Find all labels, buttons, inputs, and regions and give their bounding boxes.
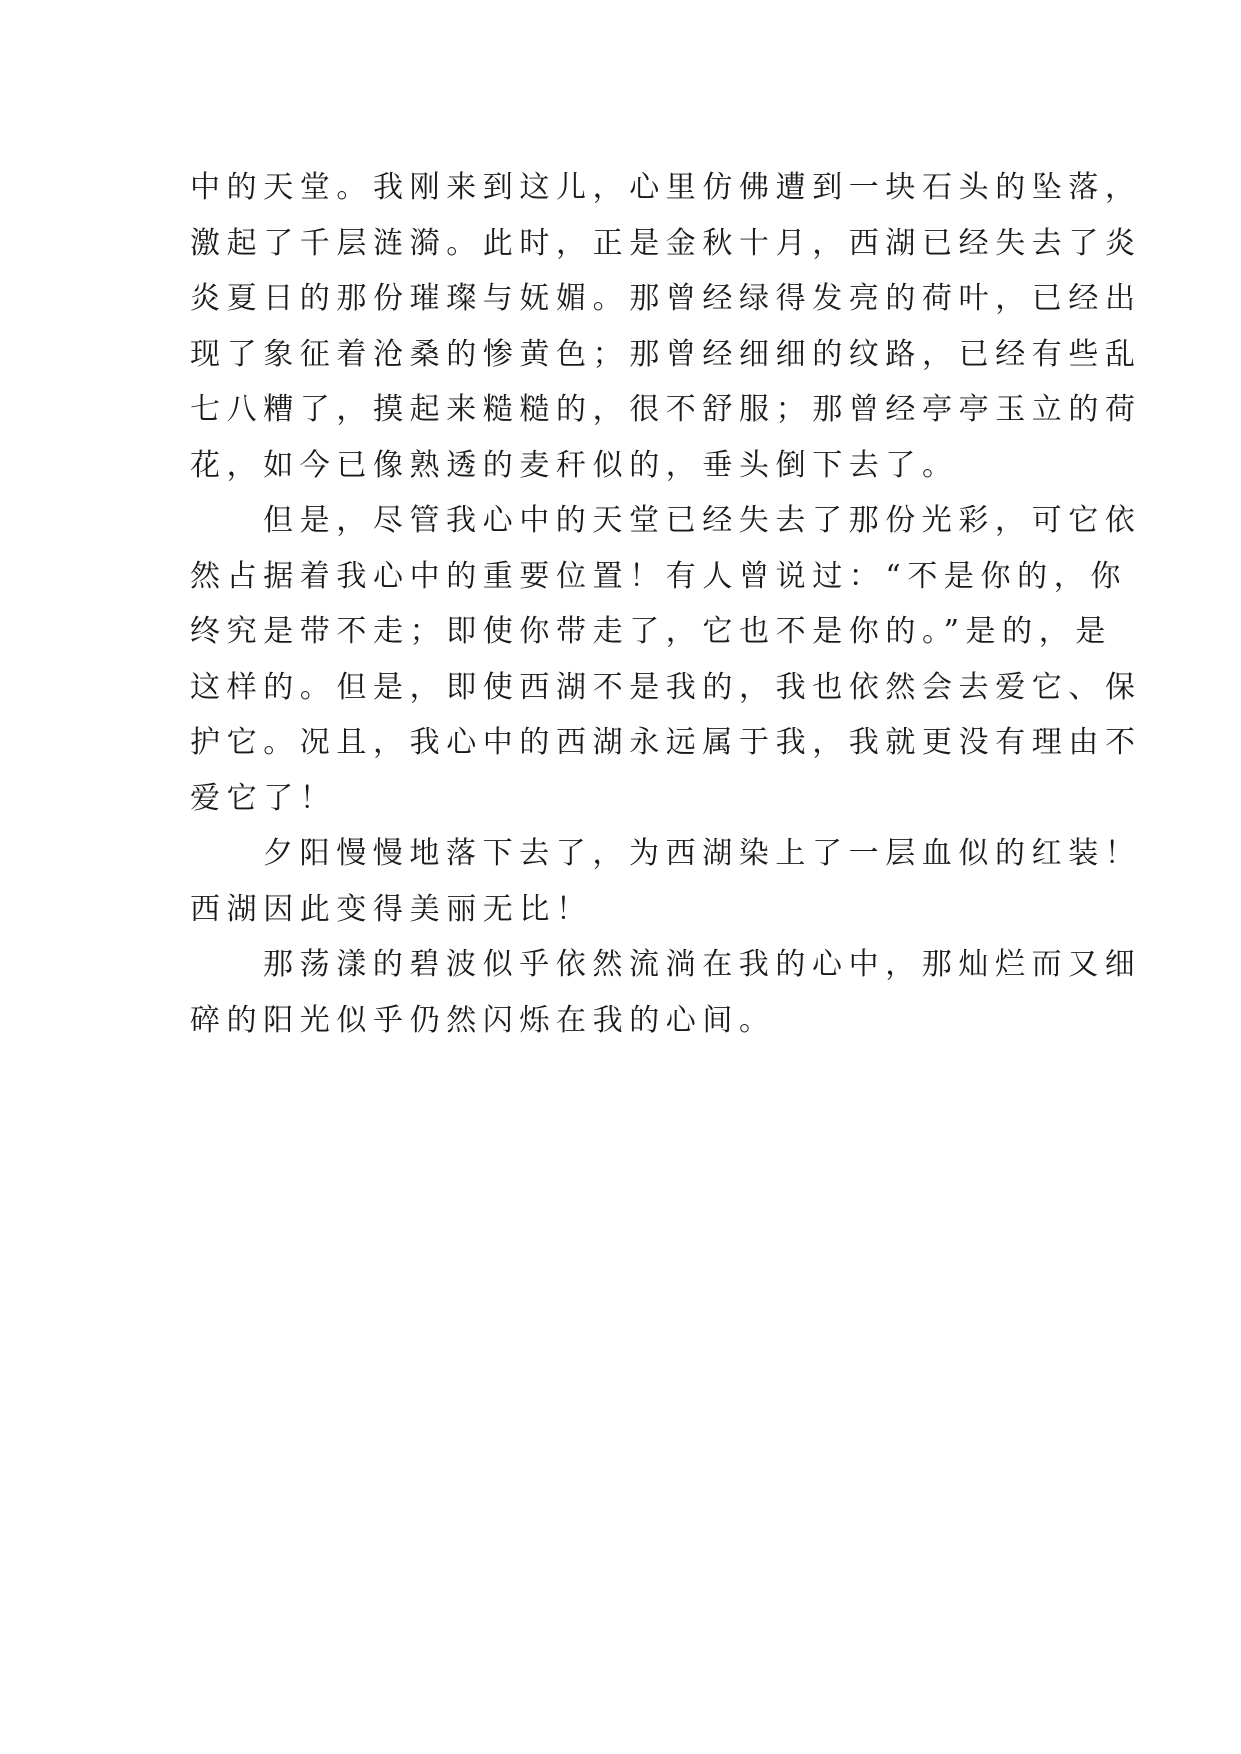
paragraph-first-line: 那荡漾的碧波似乎依然流淌在我的心中，那灿烂而又细 bbox=[263, 947, 1142, 982]
text-line: 碎的阳光似乎仍然闪烁在我的心间。 bbox=[190, 1002, 776, 1038]
text-line: 西湖因此变得美丽无比！ bbox=[190, 891, 593, 927]
essay-body bbox=[190, 160, 1142, 1048]
text-line: 现了象征着沧桑的惨黄色；那曾经细细的纹路，已经有些乱 bbox=[190, 336, 1142, 372]
text-line: 中的天堂。我刚来到这儿，心里仿佛遭到一块石头的坠落， bbox=[190, 170, 1142, 205]
text-line: 炎夏日的那份璀璨与妩媚。那曾经绿得发亮的荷叶，已经出 bbox=[190, 281, 1142, 316]
text-line: 这样的。但是，即使西湖不是我的，我也依然会去爱它、保 bbox=[190, 669, 1142, 705]
text-line: 爱它了！ bbox=[190, 780, 337, 816]
paragraph-first-line: 但是，尽管我心中的天堂已经失去了那份光彩，可它依 bbox=[263, 503, 1142, 538]
text-line: 激起了千层涟漪。此时，正是金秋十月，西湖已经失去了炎 bbox=[190, 225, 1142, 261]
text-line: 然占据着我心中的重要位置！有人曾说过：“不是你的，你 bbox=[190, 558, 1127, 594]
text-line: 终究是带不走；即使你带走了，它也不是你的。”是的，是 bbox=[190, 614, 1112, 649]
text-line: 护它。况且，我心中的西湖永远属于我，我就更没有理由不 bbox=[190, 725, 1142, 760]
paragraph-first-line: 夕阳慢慢地落下去了，为西湖染上了一层血似的红装！ bbox=[263, 836, 1142, 871]
text-line: 七八糟了，摸起来糙糙的，很不舒服；那曾经亭亭玉立的荷 bbox=[190, 392, 1142, 427]
text-line: 花，如今已像熟透的麦秆似的，垂头倒下去了。 bbox=[190, 447, 959, 483]
